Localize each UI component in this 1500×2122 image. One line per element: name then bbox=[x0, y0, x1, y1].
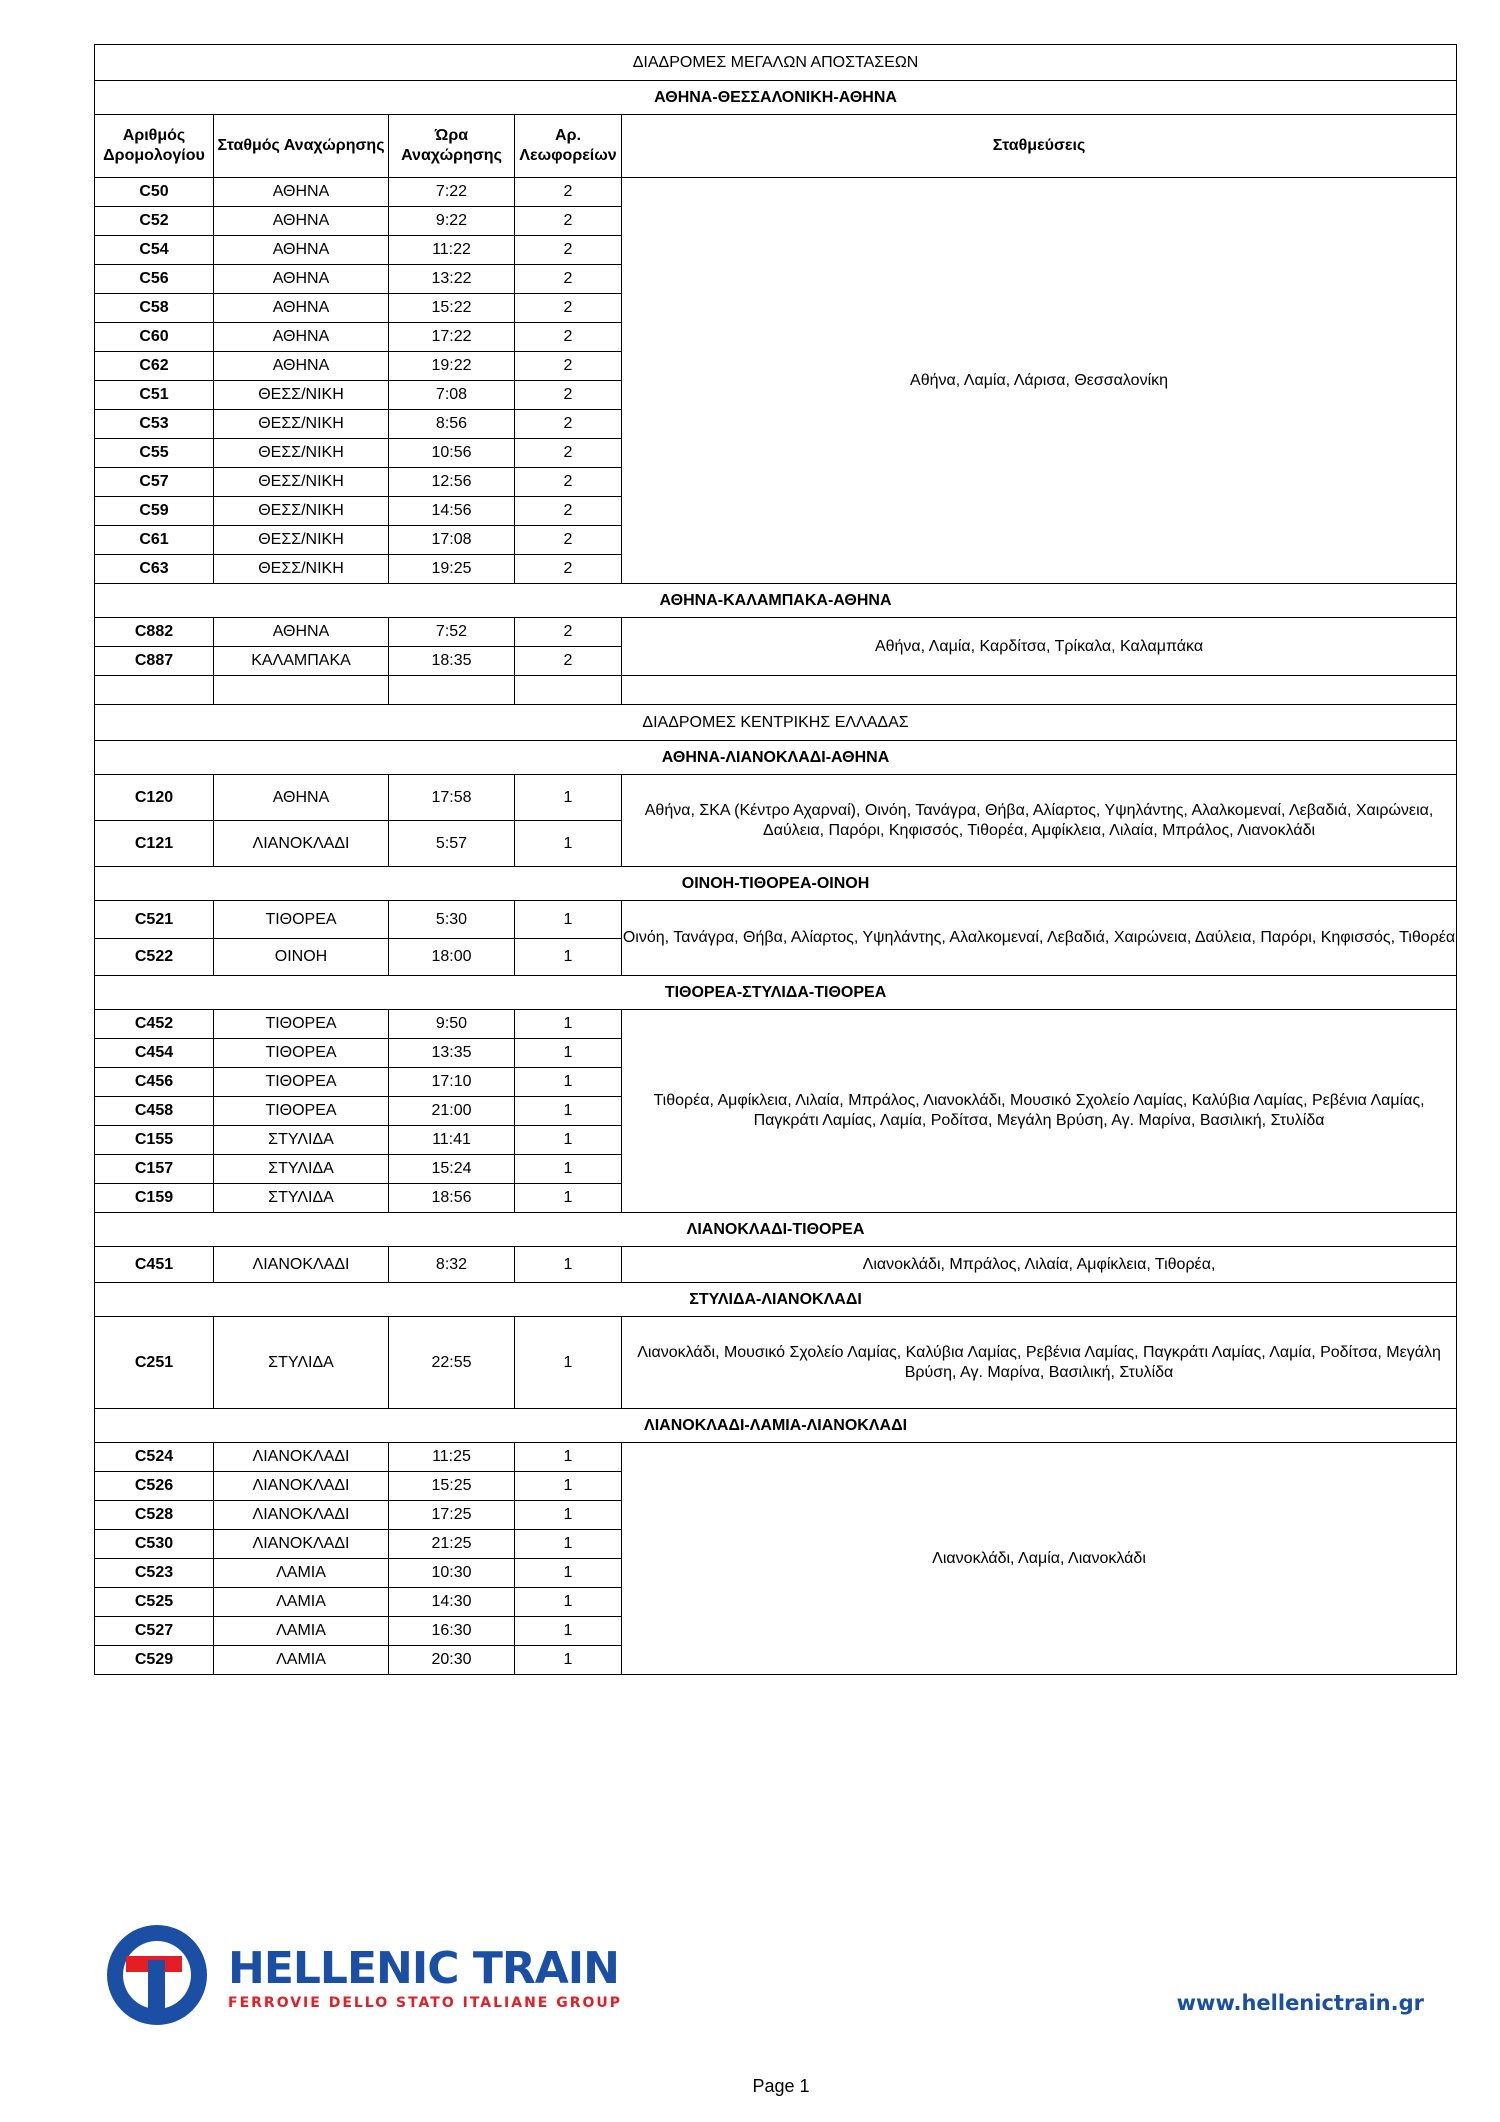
timetable bbox=[94, 44, 1457, 1675]
departure-time: 8:56 bbox=[389, 410, 515, 439]
bus-count: 1 bbox=[515, 821, 622, 867]
bus-count: 2 bbox=[515, 555, 622, 584]
hellenic-train-logo bbox=[102, 1920, 602, 2040]
logo-name: HELLENIC TRAIN bbox=[228, 1943, 619, 1994]
route-number: C62 bbox=[95, 352, 214, 381]
departure-station: ΘΕΣΣ/ΝΙΚΗ bbox=[214, 468, 389, 497]
bus-count: 2 bbox=[515, 294, 622, 323]
route-number: C61 bbox=[95, 526, 214, 555]
departure-time: 14:30 bbox=[389, 1588, 515, 1617]
bus-count: 1 bbox=[515, 939, 622, 976]
route-number: C526 bbox=[95, 1472, 214, 1501]
departure-station: ΛΑΜΙΑ bbox=[214, 1646, 389, 1675]
route-number: C121 bbox=[95, 821, 214, 867]
departure-time: 10:30 bbox=[389, 1559, 515, 1588]
bus-count: 1 bbox=[515, 1184, 622, 1213]
departure-time: 10:56 bbox=[389, 439, 515, 468]
route-group-title: ΛΙΑΝΟΚΛΑΔΙ-ΤΙΘΟΡΕΑ bbox=[95, 1213, 1457, 1247]
bus-count: 2 bbox=[515, 439, 622, 468]
route-group-title: ΑΘΗΝΑ-ΘΕΣΣΑΛΟΝΙΚΗ-ΑΘΗΝΑ bbox=[95, 81, 1457, 115]
departure-station: ΘΕΣΣ/ΝΙΚΗ bbox=[214, 381, 389, 410]
departure-time: 11:22 bbox=[389, 236, 515, 265]
departure-time: 22:55 bbox=[389, 1317, 515, 1409]
route-group-title: ΛΙΑΝΟΚΛΑΔΙ-ΛΑΜΙΑ-ΛΙΑΝΟΚΛΑΔΙ bbox=[95, 1409, 1457, 1443]
departure-station: ΛΑΜΙΑ bbox=[214, 1559, 389, 1588]
departure-time: 18:35 bbox=[389, 647, 515, 676]
route-group-title-row bbox=[95, 1213, 1457, 1247]
route-number: C454 bbox=[95, 1039, 214, 1068]
route-group-title-row bbox=[95, 81, 1457, 115]
route-group-title: ΑΘΗΝΑ-ΛΙΑΝΟΚΛΑΔΙ-ΑΘΗΝΑ bbox=[95, 741, 1457, 775]
website-link[interactable]: www.hellenictrain.gr bbox=[1176, 1991, 1424, 2015]
route-group-title-row bbox=[95, 584, 1457, 618]
bus-count: 2 bbox=[515, 410, 622, 439]
header-departure-station: Σταθμός Αναχώρησης bbox=[214, 115, 389, 178]
departure-time: 7:52 bbox=[389, 618, 515, 647]
departure-station: ΚΑΛΑΜΠΑΚΑ bbox=[214, 647, 389, 676]
bus-count bbox=[515, 676, 622, 705]
departure-station: ΑΘΗΝΑ bbox=[214, 775, 389, 821]
bus-count: 1 bbox=[515, 1317, 622, 1409]
departure-station: ΣΤΥΛΙΔΑ bbox=[214, 1155, 389, 1184]
departure-time: 19:25 bbox=[389, 555, 515, 584]
route-number: C529 bbox=[95, 1646, 214, 1675]
departure-time: 15:25 bbox=[389, 1472, 515, 1501]
route-number: C525 bbox=[95, 1588, 214, 1617]
bus-count: 2 bbox=[515, 236, 622, 265]
departure-station: ΛΙΑΝΟΚΛΑΔΙ bbox=[214, 1472, 389, 1501]
route-number: C251 bbox=[95, 1317, 214, 1409]
departure-time: 21:25 bbox=[389, 1530, 515, 1559]
route-group-title-row bbox=[95, 1409, 1457, 1443]
bus-count: 1 bbox=[515, 1472, 622, 1501]
route-number: C56 bbox=[95, 265, 214, 294]
bus-count: 2 bbox=[515, 265, 622, 294]
departure-station: ΤΙΘΟΡΕΑ bbox=[214, 1097, 389, 1126]
stops-list: Αθήνα, ΣΚΑ (Κέντρο Αχαρναί), Οινόη, Τανάγρα, Θήβα, Αλίαρτος, Υψηλάντης, Αλαλκομεναί, Λεβαδιά, Χαιρώνεια, Δαύλεια, Παρόρι, Κηφισσός, Τιθορέα, Αμφίκλεια, Λιλαία, Μπράλος, Λιανοκλάδι bbox=[622, 775, 1457, 867]
bus-count: 2 bbox=[515, 618, 622, 647]
route-group-title: ΣΤΥΛΙΔΑ-ΛΙΑΝΟΚΛΑΔΙ bbox=[95, 1283, 1457, 1317]
bus-count: 1 bbox=[515, 1646, 622, 1675]
route-number: C120 bbox=[95, 775, 214, 821]
bus-count: 1 bbox=[515, 1443, 622, 1472]
departure-time: 12:56 bbox=[389, 468, 515, 497]
table-row bbox=[95, 775, 1457, 821]
table-row bbox=[95, 1443, 1457, 1472]
departure-station: ΛΙΑΝΟΚΛΑΔΙ bbox=[214, 821, 389, 867]
bus-count: 2 bbox=[515, 381, 622, 410]
departure-time: 5:57 bbox=[389, 821, 515, 867]
bus-count: 2 bbox=[515, 352, 622, 381]
departure-station: ΣΤΥΛΙΔΑ bbox=[214, 1317, 389, 1409]
route-number: C522 bbox=[95, 939, 214, 976]
section-title: ΔΙΑΔΡΟΜΕΣ ΚΕΝΤΡΙΚΗΣ ΕΛΛΑΔΑΣ bbox=[95, 705, 1457, 741]
header-route-number: Αριθμός Δρομολογίου bbox=[95, 115, 214, 178]
bus-count: 1 bbox=[515, 1501, 622, 1530]
departure-time: 17:25 bbox=[389, 1501, 515, 1530]
route-number: C51 bbox=[95, 381, 214, 410]
route-number: C50 bbox=[95, 178, 214, 207]
bus-count: 1 bbox=[515, 1010, 622, 1039]
stops-list: Λιανοκλάδι, Μπράλος, Λιλαία, Αμφίκλεια, Τιθορέα, bbox=[622, 1247, 1457, 1283]
departure-time: 13:35 bbox=[389, 1039, 515, 1068]
bus-count: 1 bbox=[515, 1617, 622, 1646]
route-group-title-row bbox=[95, 867, 1457, 901]
route-number: C882 bbox=[95, 618, 214, 647]
bus-count: 1 bbox=[515, 1039, 622, 1068]
departure-time: 17:58 bbox=[389, 775, 515, 821]
departure-time bbox=[389, 676, 515, 705]
departure-station: ΤΙΘΟΡΕΑ bbox=[214, 1039, 389, 1068]
route-number: C452 bbox=[95, 1010, 214, 1039]
departure-station: ΘΕΣΣ/ΝΙΚΗ bbox=[214, 555, 389, 584]
departure-time: 5:30 bbox=[389, 901, 515, 939]
route-group-title: ΤΙΘΟΡΕΑ-ΣΤΥΛΙΔΑ-ΤΙΘΟΡΕΑ bbox=[95, 976, 1457, 1010]
departure-time: 15:24 bbox=[389, 1155, 515, 1184]
route-number: C55 bbox=[95, 439, 214, 468]
stops-list: Αθήνα, Λαμία, Λάρισα, Θεσσαλονίκη bbox=[622, 178, 1457, 584]
bus-count: 2 bbox=[515, 178, 622, 207]
departure-station: ΑΘΗΝΑ bbox=[214, 236, 389, 265]
departure-time: 21:00 bbox=[389, 1097, 515, 1126]
route-number: C456 bbox=[95, 1068, 214, 1097]
timetable-body bbox=[95, 45, 1457, 1675]
departure-station: ΛΑΜΙΑ bbox=[214, 1588, 389, 1617]
departure-station: ΑΘΗΝΑ bbox=[214, 265, 389, 294]
route-number: C57 bbox=[95, 468, 214, 497]
departure-station: ΤΙΘΟΡΕΑ bbox=[214, 1068, 389, 1097]
departure-station: ΑΘΗΝΑ bbox=[214, 294, 389, 323]
page-number: Page 1 bbox=[752, 2076, 810, 2096]
table-row bbox=[95, 1317, 1457, 1409]
departure-time: 11:25 bbox=[389, 1443, 515, 1472]
header-departure-time: Ώρα Αναχώρησης bbox=[389, 115, 515, 178]
departure-station: ΟΙΝΟΗ bbox=[214, 939, 389, 976]
stops-list bbox=[622, 676, 1457, 705]
route-number: C157 bbox=[95, 1155, 214, 1184]
stops-list: Λιανοκλάδι, Λαμία, Λιανοκλάδι bbox=[622, 1443, 1457, 1675]
table-row bbox=[95, 1010, 1457, 1039]
stops-list: Λιανοκλάδι, Μουσικό Σχολείο Λαμίας, Καλύβια Λαμίας, Ρεβένια Λαμίας, Παγκράτι Λαμίας, Λαμία, Ροδίτσα, Μεγάλη Βρύση, Αγ. Μαρίνα, Βασιλική, Στυλίδα bbox=[622, 1317, 1457, 1409]
table-row bbox=[95, 1247, 1457, 1283]
route-number: C60 bbox=[95, 323, 214, 352]
route-number: C887 bbox=[95, 647, 214, 676]
route-number: C530 bbox=[95, 1530, 214, 1559]
route-number: C528 bbox=[95, 1501, 214, 1530]
bus-count: 1 bbox=[515, 1559, 622, 1588]
departure-station: ΛΑΜΙΑ bbox=[214, 1617, 389, 1646]
route-number bbox=[95, 676, 214, 705]
route-group-title-row bbox=[95, 1283, 1457, 1317]
route-group-title: ΟΙΝΟΗ-ΤΙΘΟΡΕΑ-ΟΙΝΟΗ bbox=[95, 867, 1457, 901]
bus-count: 2 bbox=[515, 323, 622, 352]
route-number: C523 bbox=[95, 1559, 214, 1588]
table-row bbox=[95, 901, 1457, 939]
departure-station: ΘΕΣΣ/ΝΙΚΗ bbox=[214, 526, 389, 555]
section-title-row bbox=[95, 705, 1457, 741]
departure-station: ΘΕΣΣ/ΝΙΚΗ bbox=[214, 410, 389, 439]
departure-time: 17:10 bbox=[389, 1068, 515, 1097]
bus-count: 2 bbox=[515, 647, 622, 676]
departure-time: 16:30 bbox=[389, 1617, 515, 1646]
header-bus-count: Αρ. Λεωφορείων bbox=[515, 115, 622, 178]
departure-time: 19:22 bbox=[389, 352, 515, 381]
route-number: C52 bbox=[95, 207, 214, 236]
route-number: C524 bbox=[95, 1443, 214, 1472]
departure-time: 7:08 bbox=[389, 381, 515, 410]
header-stops: Σταθμεύσεις bbox=[622, 115, 1457, 178]
bus-count: 2 bbox=[515, 207, 622, 236]
bus-count: 1 bbox=[515, 1097, 622, 1126]
departure-time: 18:00 bbox=[389, 939, 515, 976]
departure-station: ΑΘΗΝΑ bbox=[214, 618, 389, 647]
departure-time: 7:22 bbox=[389, 178, 515, 207]
route-group-title: ΑΘΗΝΑ-ΚΑΛΑΜΠΑΚΑ-ΑΘΗΝΑ bbox=[95, 584, 1457, 618]
departure-time: 15:22 bbox=[389, 294, 515, 323]
route-number: C159 bbox=[95, 1184, 214, 1213]
route-number: C521 bbox=[95, 901, 214, 939]
bus-count: 1 bbox=[515, 775, 622, 821]
route-number: C458 bbox=[95, 1097, 214, 1126]
departure-station: ΤΙΘΟΡΕΑ bbox=[214, 1010, 389, 1039]
route-number: C63 bbox=[95, 555, 214, 584]
route-group-title-row bbox=[95, 976, 1457, 1010]
stops-list: Τιθορέα, Αμφίκλεια, Λιλαία, Μπράλος, Λιανοκλάδι, Μουσικό Σχολείο Λαμίας, Καλύβια Λαμίας, Ρεβένια Λαμίας, Παγκράτι Λαμίας, Λαμία, Ροδίτσα, Μεγάλη Βρύση, Αγ. Μαρίνα, Βασιλική, Στυλίδα bbox=[622, 1010, 1457, 1213]
departure-station: ΘΕΣΣ/ΝΙΚΗ bbox=[214, 439, 389, 468]
departure-time: 13:22 bbox=[389, 265, 515, 294]
departure-time: 14:56 bbox=[389, 497, 515, 526]
departure-time: 17:08 bbox=[389, 526, 515, 555]
stops-list: Οινόη, Τανάγρα, Θήβα, Αλίαρτος, Υψηλάντης, Αλαλκομεναί, Λεβαδιά, Χαιρώνεια, Δαύλεια, Παρόρι, Κηφισσός, Τιθορέα bbox=[622, 901, 1457, 976]
departure-station: ΘΕΣΣ/ΝΙΚΗ bbox=[214, 497, 389, 526]
route-number: C59 bbox=[95, 497, 214, 526]
section-title: ΔΙΑΔΡΟΜΕΣ ΜΕΓΑΛΩΝ ΑΠΟΣΤΑΣΕΩΝ bbox=[95, 45, 1457, 81]
bus-count: 1 bbox=[515, 1068, 622, 1097]
departure-station bbox=[214, 676, 389, 705]
stops-list: Αθήνα, Λαμία, Καρδίτσα, Τρίκαλα, Καλαμπάκα bbox=[622, 618, 1457, 676]
bus-count: 2 bbox=[515, 468, 622, 497]
route-number: C155 bbox=[95, 1126, 214, 1155]
departure-time: 9:50 bbox=[389, 1010, 515, 1039]
departure-time: 11:41 bbox=[389, 1126, 515, 1155]
departure-time: 20:30 bbox=[389, 1646, 515, 1675]
departure-station: ΑΘΗΝΑ bbox=[214, 178, 389, 207]
bus-count: 1 bbox=[515, 1588, 622, 1617]
departure-station: ΑΘΗΝΑ bbox=[214, 352, 389, 381]
table-row bbox=[95, 178, 1457, 207]
departure-station: ΛΙΑΝΟΚΛΑΔΙ bbox=[214, 1443, 389, 1472]
route-number: C54 bbox=[95, 236, 214, 265]
section-title-row bbox=[95, 45, 1457, 81]
route-number: C527 bbox=[95, 1617, 214, 1646]
route-group-title-row bbox=[95, 741, 1457, 775]
departure-time: 8:32 bbox=[389, 1247, 515, 1283]
departure-station: ΑΘΗΝΑ bbox=[214, 323, 389, 352]
departure-station: ΣΤΥΛΙΔΑ bbox=[214, 1184, 389, 1213]
departure-time: 17:22 bbox=[389, 323, 515, 352]
departure-time: 9:22 bbox=[389, 207, 515, 236]
bus-count: 1 bbox=[515, 1155, 622, 1184]
bus-count: 1 bbox=[515, 1126, 622, 1155]
table-row bbox=[95, 676, 1457, 705]
departure-station: ΛΙΑΝΟΚΛΑΔΙ bbox=[214, 1530, 389, 1559]
route-number: C53 bbox=[95, 410, 214, 439]
table-row bbox=[95, 618, 1457, 647]
column-header-row bbox=[95, 115, 1457, 178]
bus-count: 1 bbox=[515, 1247, 622, 1283]
departure-station: ΤΙΘΟΡΕΑ bbox=[214, 901, 389, 939]
route-number: C58 bbox=[95, 294, 214, 323]
bus-count: 2 bbox=[515, 497, 622, 526]
bus-count: 1 bbox=[515, 1530, 622, 1559]
departure-station: ΛΙΑΝΟΚΛΑΔΙ bbox=[214, 1247, 389, 1283]
departure-station: ΑΘΗΝΑ bbox=[214, 207, 389, 236]
departure-time: 18:56 bbox=[389, 1184, 515, 1213]
departure-station: ΣΤΥΛΙΔΑ bbox=[214, 1126, 389, 1155]
bus-count: 2 bbox=[515, 526, 622, 555]
bus-count: 1 bbox=[515, 901, 622, 939]
route-number: C451 bbox=[95, 1247, 214, 1283]
departure-station: ΛΙΑΝΟΚΛΑΔΙ bbox=[214, 1501, 389, 1530]
logo-tagline: FERROVIE DELLO STATO ITALIANE GROUP bbox=[228, 1995, 623, 2011]
